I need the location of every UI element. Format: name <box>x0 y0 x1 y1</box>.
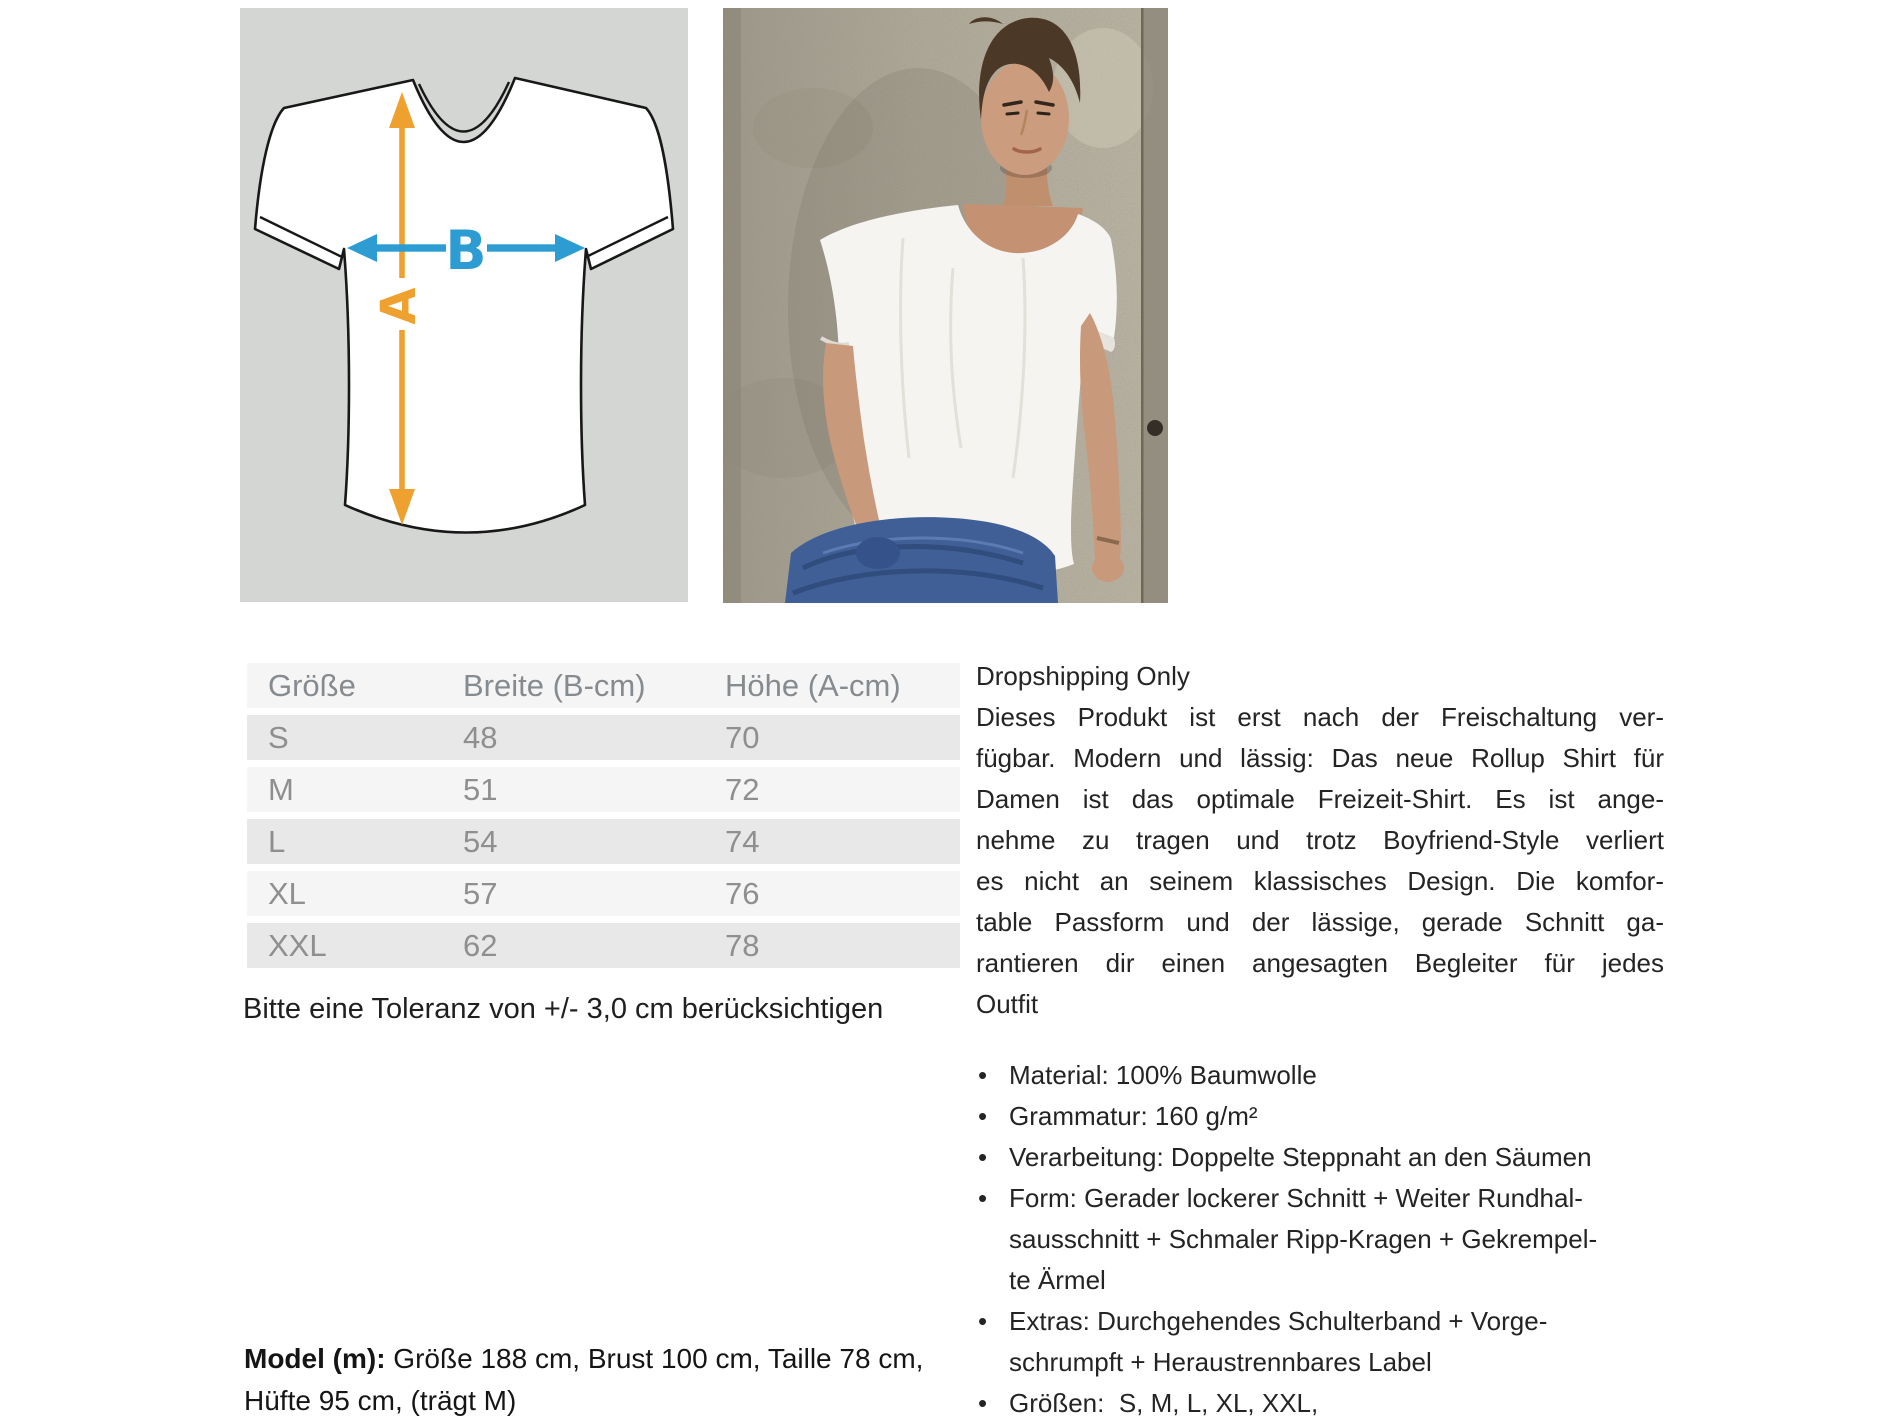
door-knob <box>1147 420 1163 436</box>
description-heading: Dropshipping Only <box>976 661 1190 691</box>
size-table-column-header: Größe <box>268 668 356 703</box>
description-line: Damen ist das optimale Freizeit-Shirt. Es ist ange- <box>976 784 1664 814</box>
bullet-item-continuation: sausschnitt + Schmaler Ripp-Kragen + Gekrempel- <box>1009 1224 1598 1254</box>
bullet-item: • Grammatur: 160 g/m² <box>976 1096 1664 1137</box>
bullet-item: • Form: Gerader lockerer Schnitt + Weiter Rundhal- <box>976 1178 1664 1219</box>
model-photo-illustration <box>723 8 1168 603</box>
size-diagram <box>240 8 688 602</box>
table-row <box>247 871 960 916</box>
table-cell: 48 <box>463 720 498 755</box>
table-cell: 76 <box>725 876 760 911</box>
model-info-line1: Model (m): Größe 188 cm, Brust 100 cm, Taille 78 cm, <box>244 1343 924 1374</box>
product-photo <box>723 8 1168 603</box>
description-line: Outfit <box>976 989 1039 1019</box>
table-cell: 78 <box>725 928 760 963</box>
bullet-item: • Größen: S, M, L, XL, XXL, <box>976 1383 1664 1416</box>
table-cell: XL <box>268 876 306 911</box>
table-cell: 51 <box>463 772 498 807</box>
table-cell: 74 <box>725 824 760 859</box>
table-row <box>247 767 960 812</box>
description-line: Dieses Produkt ist erst nach der Freischaltung ver- <box>976 702 1664 732</box>
table-cell: L <box>268 824 286 859</box>
measure-label-a: A <box>371 287 427 325</box>
size-table-column-header: Breite (B-cm) <box>463 668 646 703</box>
tolerance-note: Bitte eine Toleranz von +/- 3,0 cm berücksichtigen <box>243 993 884 1025</box>
size-table-header <box>247 663 960 708</box>
table-cell: 70 <box>725 720 760 755</box>
size-table <box>247 663 960 975</box>
table-cell: 57 <box>463 876 498 911</box>
tshirt-outline <box>255 78 673 533</box>
bullet-dot: • <box>978 1142 988 1172</box>
table-row <box>247 923 960 968</box>
bullet-item-continuation: schrumpft + Heraustrennbares Label <box>1009 1347 1432 1377</box>
model-info-line2: Hüfte 95 cm, (trägt M) <box>244 1385 517 1416</box>
bullet-dot: • <box>978 1101 988 1131</box>
table-cell: M <box>268 772 294 807</box>
description-bullet-list <box>976 1055 1664 1416</box>
description-line: nehme zu tragen und trotz Boyfriend-Style verliert <box>976 825 1664 855</box>
table-cell: XXL <box>268 928 327 963</box>
bullet-item: • Material: 100% Baumwolle <box>976 1055 1664 1096</box>
model-info-label: Model (m): <box>244 1343 386 1374</box>
table-cell: S <box>268 720 289 755</box>
bullet-dot: • <box>978 1306 988 1336</box>
bullet-item: • Extras: Durchgehendes Schulterband + Vorge- <box>976 1301 1664 1342</box>
description-line: table Passform und der lässige, gerade Schnitt ga- <box>976 907 1664 937</box>
size-table-column-header: Höhe (A-cm) <box>725 668 901 703</box>
bullet-item: • Verarbeitung: Doppelte Steppnaht an den Säumen <box>976 1137 1664 1178</box>
measure-label-b: B <box>445 219 487 282</box>
table-row <box>247 819 960 864</box>
table-row <box>247 715 960 760</box>
table-cell: 72 <box>725 772 760 807</box>
table-cell: 62 <box>463 928 498 963</box>
wall-edge <box>1143 8 1168 603</box>
description-line: es nicht an seinem klassisches Design. Die komfor- <box>976 866 1664 896</box>
bullet-dot: • <box>978 1388 988 1416</box>
bullet-item-continuation: te Ärmel <box>1009 1265 1106 1295</box>
product-description <box>976 656 1664 1416</box>
model-info <box>244 1338 923 1416</box>
description-line: rantieren dir einen angesagten Begleiter für jedes <box>976 948 1664 978</box>
bullet-dot: • <box>978 1183 988 1213</box>
tshirt-measurement-illustration <box>240 8 688 602</box>
size-table-body <box>247 715 960 968</box>
description-paragraph <box>976 697 1664 1025</box>
bullet-dot: • <box>978 1060 988 1090</box>
description-line: fügbar. Modern und lässig: Das neue Rollup Shirt für <box>976 743 1664 773</box>
table-cell: 54 <box>463 824 498 859</box>
